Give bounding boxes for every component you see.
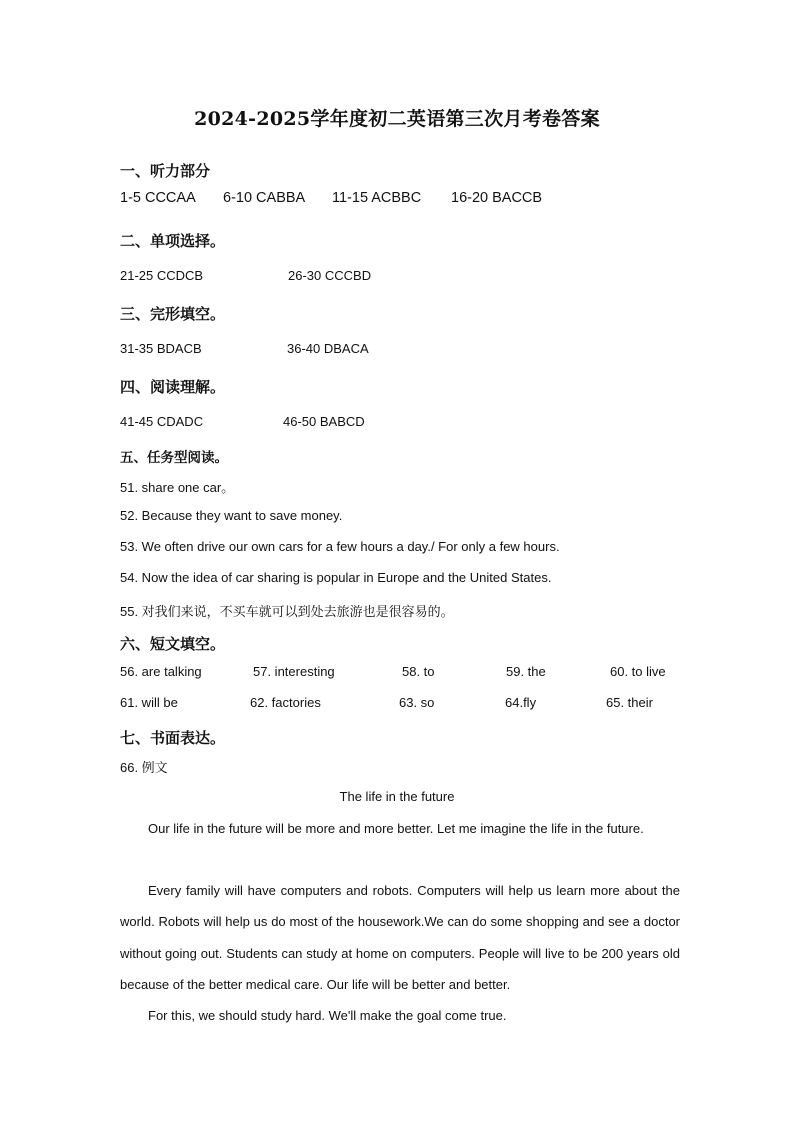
page-title: 2024-2025学年度初二英语第三次月考卷答案 <box>194 108 600 130</box>
listening-answer-2: 6-10 CABBA <box>223 190 306 206</box>
task-answer-55: 55. 对我们来说，不买车就可以到处去旅游也是很容易的。 <box>120 604 454 619</box>
single-choice-answer-2: 26-30 CCCBD <box>288 268 372 283</box>
reading-answer-2: 46-50 BABCD <box>283 414 365 429</box>
blank-answer-60: 60. to live <box>610 664 666 679</box>
single-choice-answer-1: 21-25 CCDCB <box>120 268 204 283</box>
listening-answer-3: 11-15 ACBBC <box>332 190 422 206</box>
section-heading-writing: 七、书面表达。 <box>120 729 226 747</box>
task-answer-51: 51. share one car。 <box>120 480 235 495</box>
section-heading-reading: 四、阅读理解。 <box>120 378 226 396</box>
cloze-answer-2: 36-40 DBACA <box>287 341 369 356</box>
blank-answer-61: 61. will be <box>120 695 178 710</box>
blank-answer-64: 64.fly <box>505 695 537 710</box>
blank-answer-62: 62. factories <box>250 695 321 710</box>
reading-answer-1: 41-45 CDADC <box>120 414 204 429</box>
essay-title: The life in the future <box>339 789 455 804</box>
essay-paragraph-2: Every family will have computers and robots. Computers will help us learn more about the world. Robots will help us do most of the housework.We can do some shopping and see a doctor without going out. Students can study at home on computers. People will live to be 200 years old because of the better medical care. Our life will be better and better. <box>120 883 680 992</box>
writing-label: 66. 例文 <box>120 760 168 775</box>
blank-answer-58: 58. to <box>402 664 435 679</box>
section-heading-cloze: 三、完形填空。 <box>120 305 226 323</box>
task-answer-54: 54. Now the idea of car sharing is popular in Europe and the United States. <box>120 570 552 585</box>
section-heading-listening: 一、听力部分 <box>120 162 211 180</box>
section-heading-fill-blanks: 六、短文填空。 <box>120 635 226 653</box>
section-heading-single-choice: 二、单项选择。 <box>120 232 226 250</box>
task-answer-53: 53. We often drive our own cars for a few hours a day./ For only a few hours. <box>120 539 560 554</box>
section-heading-task-reading: 五、任务型阅读。 <box>120 450 228 466</box>
blank-answer-56: 56. are talking <box>120 664 202 679</box>
blank-answer-57: 57. interesting <box>253 664 335 679</box>
blank-answer-63: 63. so <box>399 695 435 710</box>
listening-answer-4: 16-20 BACCB <box>451 190 543 206</box>
essay-paragraph-3: For this, we should study hard. We'll make the goal come true. <box>148 1008 507 1023</box>
essay-paragraph-1: Our life in the future will be more and more better. Let me imagine the life in the future. <box>148 821 644 836</box>
blank-answer-59: 59. the <box>506 664 546 679</box>
blank-answer-65: 65. their <box>606 695 653 710</box>
listening-answer-1: 1-5 CCCAA <box>120 190 196 206</box>
cloze-answer-1: 31-35 BDACB <box>120 341 202 356</box>
task-answer-52: 52. Because they want to save money. <box>120 508 343 523</box>
